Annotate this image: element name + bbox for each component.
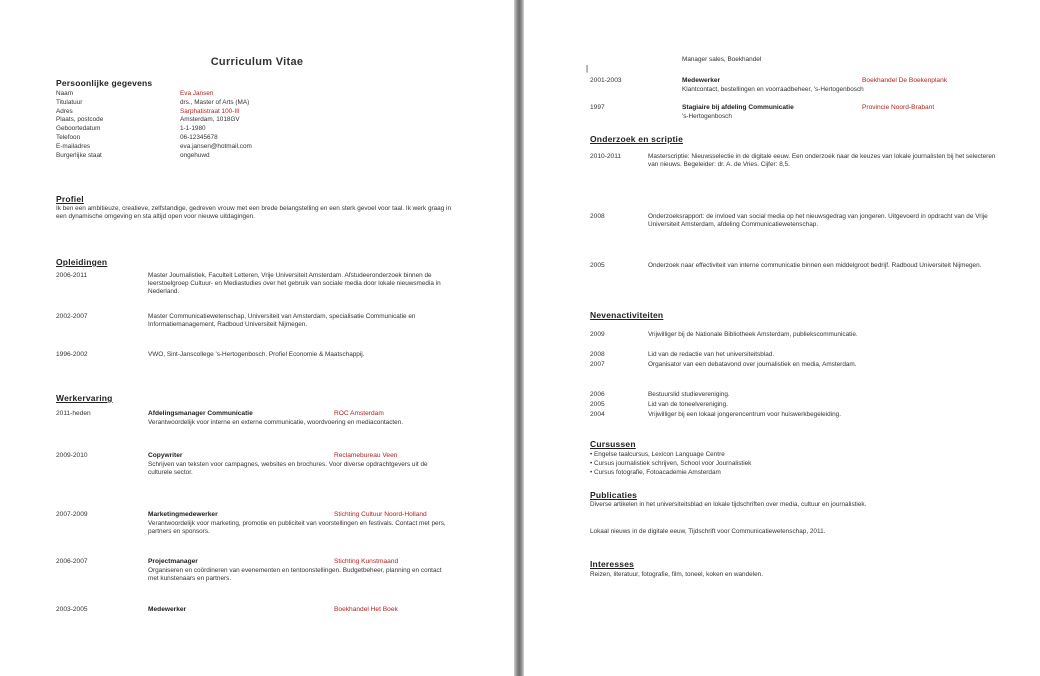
education-text: Master Journalistiek, Faculteit Letteren, Vrije Universiteit Amsterdam. Afstudeeronderzoek binnen de leerstoelgroep Cultuur- en Mediastudies over het gebruik van sociale media door lokale nieuwsmedia in Nederland. — [148, 272, 441, 295]
work-text: 's-Hertogenbosch — [682, 113, 732, 120]
course-item: • Engelse taalcursus, Lexicon Language Centre — [590, 451, 725, 458]
personal-label: Burgerlijke staat — [56, 151, 102, 159]
extra-years: 2007 — [590, 361, 605, 368]
work-role: Stagiaire bij afdeling Communicatie — [682, 104, 794, 111]
work-role: Copywriter — [148, 452, 183, 459]
research-years: 2008 — [590, 213, 605, 220]
extra-text: Lid van de redactie van het universiteitsblad. — [648, 351, 775, 358]
extra-years: 2004 — [590, 411, 605, 418]
top-line: Manager sales, Boekhandel — [682, 56, 762, 63]
extra-text: Vrijwilliger bij een lokaal jongerencentrum voor huiswerkbegeleiding. — [648, 411, 842, 418]
document-page-left — [0, 0, 514, 676]
work-years: 2007-2009 — [56, 511, 88, 518]
extra-text: Bestuurslid studievereniging. — [648, 391, 730, 398]
profile-text: Ik ben een ambitieuze, creatieve, zelfstandige, gedreven vrouw met een brede belangstelling en een sterk gevoel voor taal. Ik werk graag in een dynamische omgeving en sta altijd open voor nieuwe uitdagingen. — [56, 205, 452, 220]
research-heading: Onderzoek en scriptie — [590, 134, 684, 144]
work-text: Schrijven van teksten voor campagnes, websites en brochures. Voor diverse opdrachtgevers uit de culturele sector. — [148, 461, 428, 476]
education-text: Master Communicatiewetenschap, Universiteit van Amsterdam, specialisatie Communicatie en Informatiemanagement, Radboud Universiteit Nijmegen. — [148, 313, 416, 328]
work-years: 2003-2005 — [56, 606, 88, 613]
work-organisation: Stichting Kunstmaand — [334, 558, 399, 565]
work-years: 2001-2003 — [590, 77, 622, 84]
extra-text: Organisator van een debatavond over journalistiek en media, Amsterdam. — [648, 361, 857, 368]
page-divider — [514, 0, 524, 676]
personal-value: Amsterdam, 1018GV — [180, 116, 240, 124]
personal-label: Plaats, postcode — [56, 116, 104, 124]
education-text: VWO, Sint-Janscollege 's-Hertogenbosch. Profiel Economie & Maatschappij. — [148, 351, 365, 358]
work-years: 2009-2010 — [56, 452, 88, 459]
work-organisation: Boekhandel Het Boek — [334, 606, 398, 613]
personal-value: ongehuwd — [180, 151, 210, 159]
publications-text: Diverse artikelen in het universiteitsblad en lokale tijdschriften over media, cultuur en journalistiek. — [590, 501, 867, 508]
work-text: Organiseren en coördineren van evenementen en tentoonstellingen. Budgetbeheer, planning en contact met kunstenaars en partners. — [148, 567, 442, 582]
course-item: • Cursus fotografie, Fotoacademie Amsterdam — [590, 469, 721, 476]
personal-label: E-mailadres — [56, 142, 91, 150]
work-role: Medewerker — [682, 77, 721, 84]
extra-years: 2005 — [590, 401, 605, 408]
work-role: Marketingmedewerker — [148, 511, 218, 518]
work-text: Verantwoordelijk voor interne en externe communicatie, woordvoering en mediacontacten. — [148, 419, 404, 426]
extra-years: 2008 — [590, 351, 605, 358]
interests-heading: Interesses — [590, 559, 635, 569]
work-years: 2006-2007 — [56, 558, 88, 565]
extra-text: Lid van de toneelvereniging. — [648, 401, 728, 408]
personal-value: 1-1-1980 — [180, 125, 206, 133]
education-heading: Opleidingen — [56, 257, 108, 267]
personal-value: drs., Master of Arts (MA) — [180, 98, 250, 106]
work-organisation: Boekhandel De Boekenplank — [862, 77, 948, 84]
education-years: 2002-2007 — [56, 313, 88, 320]
interests-text: Reizen, literatuur, fotografie, film, toneel, koken en wandelen. — [590, 571, 764, 578]
work-years: 1997 — [590, 104, 605, 111]
work-text: Klantcontact, bestellingen en voorraadbeheer, 's-Hertogenbosch — [682, 86, 864, 93]
work-role: Projectmanager — [148, 558, 198, 565]
research-text: Masterscriptie: Nieuwsselectie in de digitale eeuw. Een onderzoek naar de keuzes van lokale journalisten bij het selecteren van nieuws. Begeleider: dr. A. de Vries. Cijfer: 8,5. — [648, 153, 996, 168]
personal-label: Naam — [56, 90, 74, 97]
research-years: 2010-2011 — [590, 153, 622, 160]
work-organisation: ROC Amsterdam — [334, 410, 384, 417]
profile-heading: Profiel — [56, 194, 84, 204]
personal-label: Telefoon — [56, 134, 81, 141]
personal-label: Adres — [56, 107, 73, 115]
extra-heading: Nevenactiviteiten — [590, 310, 664, 320]
extra-years: 2009 — [590, 331, 605, 338]
education-years: 1996-2002 — [56, 351, 88, 358]
document-page-right — [524, 0, 1040, 676]
courses-heading: Cursussen — [590, 439, 636, 449]
work-organisation: Reclamebureau Veen — [334, 452, 398, 459]
personal-value: 06-12345678 — [180, 134, 218, 141]
text-cursor: | — [586, 64, 589, 73]
personal-value: Eva Jansen — [180, 90, 214, 97]
work-organisation: Stichting Cultuur Noord-Holland — [334, 511, 427, 518]
extra-years: 2006 — [590, 391, 605, 398]
course-item: • Cursus journalistiek schrijven, School voor Journalistiek — [590, 460, 752, 467]
personal-value: eva.jansen@hotmail.com — [180, 142, 252, 150]
publications-text-2: Lokaal nieuws in de digitale eeuw, Tijdschrift voor Communicatiewetenschap, 2011. — [590, 528, 826, 535]
work-text: Verantwoordelijk voor marketing, promotie en publiciteit van voorstellingen en festivals. Contact met pers, partners en sponsors. — [148, 520, 446, 535]
work-years: 2011-heden — [56, 410, 91, 417]
education-years: 2006-2011 — [56, 272, 88, 279]
research-years: 2005 — [590, 262, 605, 269]
research-text: Onderzoeksrapport: de invloed van social media op het nieuwsgedrag van jongeren. Uitgevoerd in opdracht van de Vrije Universiteit Amsterdam, afdeling Communicatiewetenschap. — [648, 213, 988, 228]
personal-heading: Persoonlijke gegevens — [56, 78, 153, 88]
work-organisation: Provincie Noord-Brabant — [862, 104, 935, 111]
cv-title: Curriculum Vitae — [210, 56, 304, 68]
extra-text: Vrijwilliger bij de Nationale Bibliotheek Amsterdam, publiekscommunicatie. — [648, 331, 858, 338]
personal-value: Sarphatistraat 100-III — [180, 107, 240, 115]
personal-label: Geboortedatum — [56, 125, 101, 133]
work-role: Afdelingsmanager Communicatie — [148, 410, 253, 417]
publications-heading: Publicaties — [590, 490, 638, 500]
work-role: Medewerker — [148, 606, 187, 613]
research-text: Onderzoek naar effectiviteit van interne communicatie binnen een middelgroot bedrijf. Radboud Universiteit Nijmegen. — [648, 262, 982, 269]
work-heading: Werkervaring — [56, 393, 113, 403]
personal-label: Titulatuur — [56, 98, 83, 106]
